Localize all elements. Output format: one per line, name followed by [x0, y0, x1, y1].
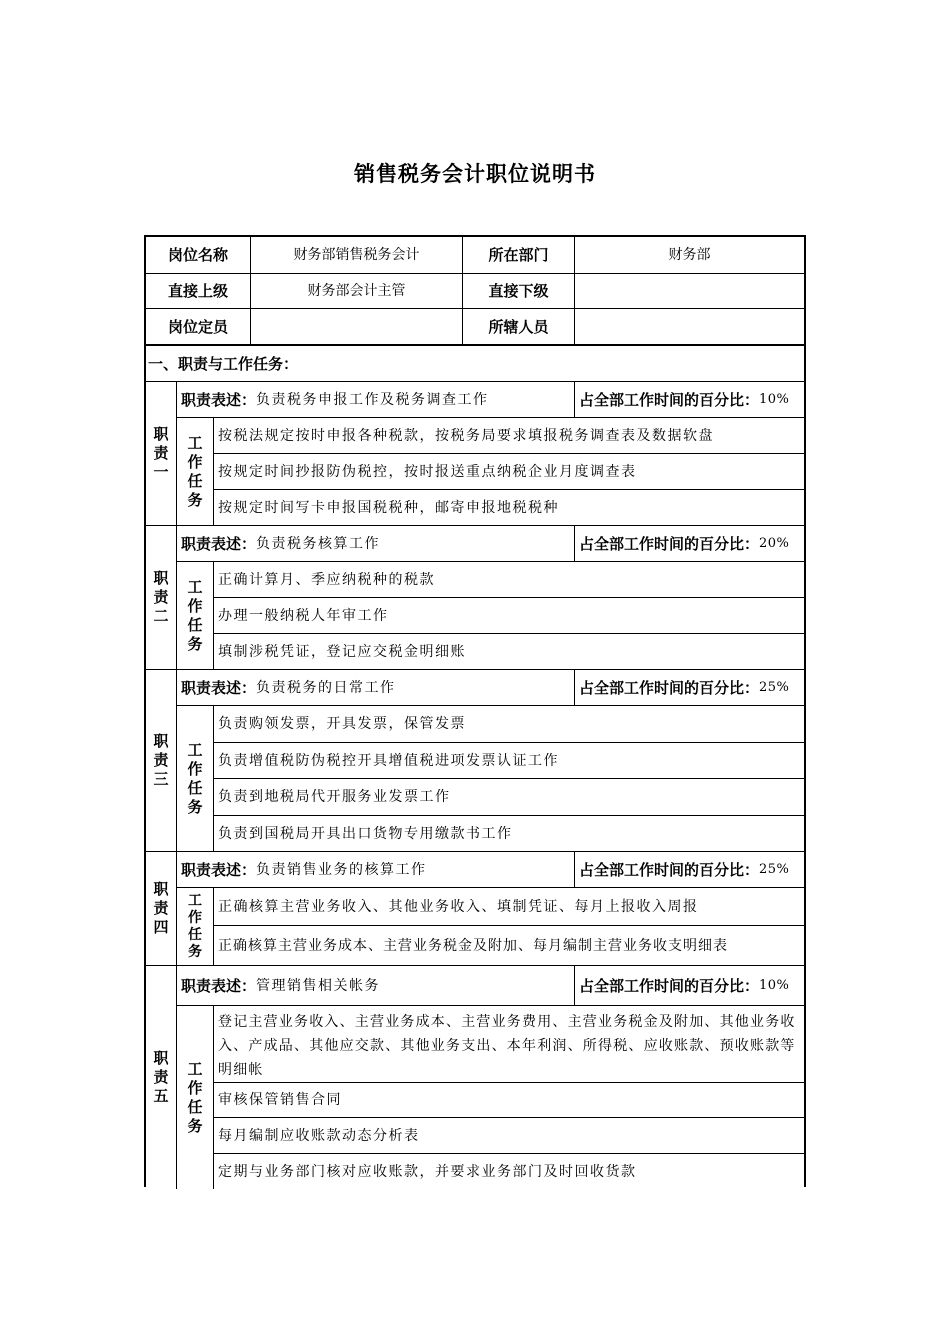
- duty-1-task-2: 按规定时间抄报防伪税控，按时报送重点纳税企业月度调查表: [214, 454, 804, 490]
- vertical-char: 作: [187, 596, 203, 615]
- duty-3-description: [177, 670, 575, 706]
- superior-label: 直接上级: [146, 274, 251, 309]
- duty-5-label: [146, 966, 177, 1189]
- vertical-char: 务: [187, 634, 203, 653]
- vertical-char: 职: [153, 425, 169, 443]
- percent-label: 占全部工作时间的百分比：: [579, 860, 760, 879]
- vertical-char: 职: [153, 880, 169, 898]
- vertical-char: 务: [187, 797, 203, 816]
- vertical-char: 任: [187, 1097, 203, 1116]
- vertical-char: 责: [153, 1068, 169, 1086]
- duty-description-label: 职责表述：: [181, 976, 257, 995]
- duty-5-task-2: 审核保管销售合同: [214, 1083, 804, 1118]
- percent-value: 10%: [759, 391, 790, 407]
- position-name-value: 财务部销售税务会计: [251, 237, 463, 274]
- duty-2-task-3: 填制涉税凭证，登记应交税金明细账: [214, 634, 804, 670]
- percent-label: 占全部工作时间的百分比：: [579, 678, 760, 697]
- section-heading: 一、职责与工作任务：: [146, 346, 804, 382]
- vertical-char: 职: [153, 732, 169, 750]
- vertical-char: 职: [153, 569, 169, 587]
- duty-description-text: 负责税务申报工作及税务调查工作: [256, 391, 489, 408]
- vertical-char: 作: [187, 1078, 203, 1097]
- duty-2-task-label: [177, 562, 214, 670]
- vertical-char: 工: [187, 433, 203, 452]
- vertical-char: 责: [153, 588, 169, 606]
- vertical-char: 责: [153, 899, 169, 917]
- duty-3-task-label: [177, 706, 214, 852]
- duty-5-task-3: 每月编制应收账款动态分析表: [214, 1118, 804, 1154]
- vertical-char: 任: [187, 615, 203, 634]
- position-name-label: 岗位名称: [146, 237, 251, 274]
- subordinate-value: [575, 274, 804, 309]
- vertical-char: 工: [187, 740, 203, 759]
- vertical-char: 工: [187, 577, 203, 596]
- vertical-char: 务: [188, 943, 202, 960]
- vertical-char: 作: [187, 452, 203, 471]
- department-label: 所在部门: [463, 237, 575, 274]
- duty-5-task-1: 登记主营业务收入、主营业务成本、主营业务费用、主营业务税金及附加、其他业务收入、产成品、其他应交款、其他业务支出、本年利润、所得税、应收账款、预收账款等明细帐: [214, 1006, 804, 1083]
- percent-label: 占全部工作时间的百分比：: [579, 976, 760, 995]
- vertical-char: 五: [153, 1087, 169, 1105]
- percent-value: 10%: [759, 977, 790, 993]
- superior-value: 财务部会计主管: [251, 274, 463, 309]
- vertical-char: 务: [187, 490, 203, 509]
- duty-2-percent: [575, 526, 804, 562]
- duty-2-description: [177, 526, 575, 562]
- duty-1-task-label: [177, 418, 214, 526]
- vertical-char: 作: [188, 909, 202, 926]
- duty-description-label: 职责表述：: [181, 390, 257, 409]
- vertical-char: 工: [187, 1059, 203, 1078]
- vertical-char: 三: [153, 770, 169, 788]
- duty-4-task-label: [177, 888, 214, 966]
- duty-1-description: [177, 382, 575, 418]
- duty-5-task-4: 定期与业务部门核对应收账款，并要求业务部门及时回收货款: [218, 1163, 637, 1180]
- vertical-char: 作: [187, 759, 203, 778]
- vertical-char: 二: [153, 607, 169, 625]
- duty-2-label: [146, 526, 177, 670]
- duty-3-task-4: 负责到国税局开具出口货物专用缴款书工作: [214, 816, 804, 852]
- vertical-char: 职: [153, 1049, 169, 1067]
- vertical-char: 工: [188, 892, 202, 909]
- duty-4-percent: [575, 852, 804, 888]
- vertical-char: 责: [153, 751, 169, 769]
- duty-description-label: 职责表述：: [181, 534, 257, 553]
- managed-staff-label: 所辖人员: [463, 309, 575, 346]
- duty-4-description: [177, 852, 575, 888]
- duty-2-task-1: 正确计算月、季应纳税种的税款: [214, 562, 804, 598]
- duty-description-text: 负责税务的日常工作: [256, 679, 396, 696]
- page-title: 销售税务会计职位说明书: [354, 162, 596, 186]
- job-description-table: [144, 235, 806, 1187]
- duty-description-text: 管理销售相关帐务: [256, 977, 381, 994]
- percent-label: 占全部工作时间的百分比：: [579, 534, 760, 553]
- duty-5-percent: [575, 966, 804, 1006]
- duty-5-task-label: [177, 1006, 214, 1189]
- managed-staff-value: [575, 309, 804, 346]
- duty-4-label: [146, 852, 177, 966]
- duty-3-label: [146, 670, 177, 852]
- duty-description-text: 负责销售业务的核算工作: [256, 861, 427, 878]
- vertical-char: 责: [153, 444, 169, 462]
- duty-3-percent: [575, 670, 804, 706]
- percent-value: 25%: [759, 861, 790, 877]
- vertical-char: 任: [187, 778, 203, 797]
- duty-description-text: 负责税务核算工作: [256, 535, 381, 552]
- percent-value: 20%: [759, 535, 790, 551]
- subordinate-label: 直接下级: [463, 274, 575, 309]
- headcount-value: [251, 309, 463, 346]
- percent-value: 25%: [759, 679, 790, 695]
- duty-2-task-2: 办理一般纳税人年审工作: [214, 598, 804, 634]
- percent-label: 占全部工作时间的百分比：: [579, 390, 760, 409]
- duty-description-label: 职责表述：: [181, 860, 257, 879]
- vertical-char: 任: [187, 471, 203, 490]
- duty-3-task-3: 负责到地税局代开服务业发票工作: [214, 779, 804, 816]
- vertical-char: 任: [188, 926, 202, 943]
- department-value: 财务部: [575, 237, 804, 274]
- duty-description-label: 职责表述：: [181, 678, 257, 697]
- headcount-label: 岗位定员: [146, 309, 251, 346]
- duty-1-percent: [575, 382, 804, 418]
- duty-1-label: [146, 382, 177, 526]
- vertical-char: 四: [153, 918, 169, 936]
- vertical-char: 务: [187, 1116, 203, 1135]
- duty-1-task-1: 按税法规定按时申报各种税款，按税务局要求填报税务调查表及数据软盘: [214, 418, 804, 454]
- duty-4-task-2: 正确核算主营业务成本、主营业务税金及附加、每月编制主营业务收支明细表: [214, 926, 804, 966]
- duty-3-task-2: 负责增值税防伪税控开具增值税进项发票认证工作: [214, 743, 804, 779]
- duty-4-task-1: 正确核算主营业务收入、其他业务收入、填制凭证、每月上报收入周报: [214, 888, 804, 926]
- vertical-char: 一: [153, 463, 169, 481]
- duty-5-description: [177, 966, 575, 1006]
- duty-3-task-1: 负责购领发票，开具发票，保管发票: [214, 706, 804, 743]
- duty-1-task-3: 按规定时间写卡申报国税税种，邮寄申报地税税种: [214, 490, 804, 526]
